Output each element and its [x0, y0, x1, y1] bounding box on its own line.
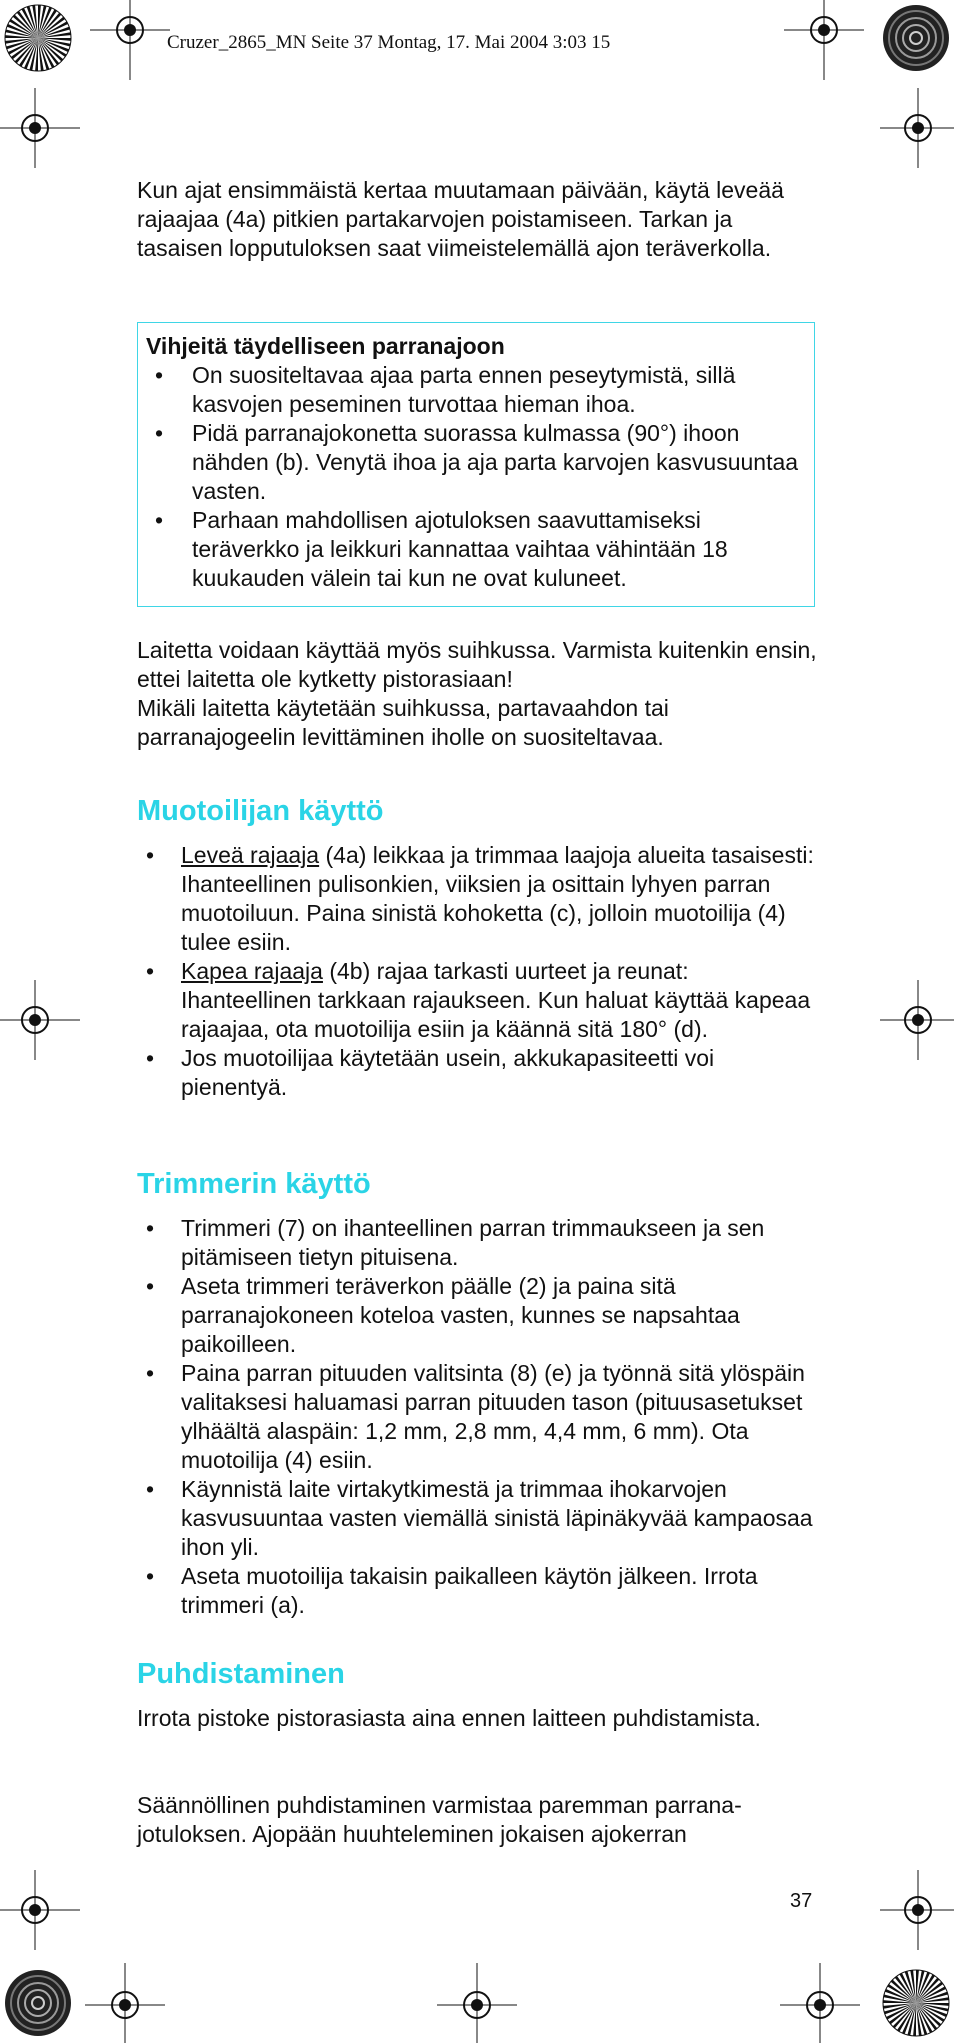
list-item: • On suositeltavaa ajaa parta ennen peseytymistä, sillä kasvojen peseminen turvottaa hieman ihoa. — [146, 361, 806, 419]
underlined-term: Leveä rajaaja — [181, 842, 320, 868]
cleaning-heading: Puhdistaminen — [137, 1658, 345, 1690]
list-item — [137, 957, 817, 1044]
styler-list — [137, 841, 817, 1102]
registration-mark-right-top — [880, 88, 954, 168]
registration-mark-left-bottom — [0, 1870, 80, 1950]
list-item: • Parhaan mahdollisen ajotuloksen saavuttamiseksi teräverkko ja leikkuri kannattaa vaihtaa vähintään 18 kuukauden välein tai kun ne ovat kuluneet. — [146, 506, 806, 593]
list-item — [137, 841, 817, 957]
starburst-mark-top-left — [3, 3, 73, 73]
cleaning-paragraph-1: Irrota pistoke pistorasiasta aina ennen laitteen puhdistamista. — [137, 1705, 761, 1731]
shower-section — [137, 636, 817, 752]
registration-mark-right-middle — [880, 980, 954, 1060]
list-item: • Jos muotoilijaa käytetään usein, akkukapasiteetti voi pienentyä. — [137, 1044, 817, 1102]
list-item: • Aseta trimmeri teräverkon päälle (2) ja paina sitä parranajokoneen koteloa vasten, kunnes se napsahtaa paikoilleen. — [137, 1272, 817, 1359]
registration-mark-bottom-3 — [780, 1963, 860, 2043]
list-item: • Trimmeri (7) on ihanteellinen parran trimmaukseen ja sen pitämiseen tietyn pituisena. — [137, 1214, 817, 1272]
registration-mark-left-top — [0, 88, 80, 168]
registration-mark-top-2 — [784, 0, 864, 80]
tips-title: Vihjeitä täydelliseen parranajoon — [146, 333, 505, 359]
registration-mark-bottom-1 — [85, 1963, 165, 2043]
list-item: • Paina parran pituuden valitsinta (8) (e) ja työnnä sitä ylöspäin valitaksesi haluamasi parran pituuden tason (pituusasetukset ylhäältä alaspäin: 1,2 mm, 2,8 mm, 4,4 mm, 6 mm). Ota muotoilija (4) esiin. — [137, 1359, 817, 1475]
list-item: • Aseta muotoilija takaisin paikalleen käytön jälkeen. Irrota trimmeri (a). — [137, 1562, 817, 1620]
cleaning-paragraph-2: Säännöllinen puhdistaminen varmistaa paremman parrana-jotuloksen. Ajopään huuhteleminen jokaisen ajokerran — [137, 1792, 742, 1847]
print-header: Cruzer_2865_MN Seite 37 Montag, 17. Mai 2004 3:03 15 — [167, 32, 611, 53]
list-item-text: (4a) leikkaa ja trimmaa laajoja alueita tasaisesti: Ihanteellinen pulisonkien, viiksien ja osittain lyhyen parran muotoiluun. Paina sinistä kohoketta (c), jolloin muotoilija (4) tulee esiin. — [181, 842, 814, 955]
trimmer-heading: Trimmerin käyttö — [137, 1168, 371, 1200]
list-item-text: (4b) rajaa tarkasti uurteet ja reunat: Ihanteellinen tarkkaan rajaukseen. Kun haluat käyttää kapeaa rajaajaa, ota muotoilija esiin ja käännä sitä 180° (d). — [181, 958, 811, 1042]
styler-heading: Muotoilijan käyttö — [137, 795, 384, 827]
starburst-mark-bottom-right — [881, 1968, 951, 2038]
page-number: 37 — [790, 1890, 813, 1912]
shower-paragraph-1: Laitetta voidaan käyttää myös suihkussa. Varmista kuitenkin ensin, ettei laitetta ole kytketty pistorasiaan! — [137, 637, 817, 692]
tips-box — [137, 322, 815, 607]
list-item: • Pidä parranajokonetta suorassa kulmassa (90°) ihoon nähden (b). Venytä ihoa ja aja parta karvojen kasvusuuntaa vasten. — [146, 419, 806, 506]
underlined-term: Kapea rajaaja — [181, 958, 323, 984]
tips-list — [146, 361, 806, 593]
starburst-mark-top-right — [881, 3, 951, 73]
starburst-mark-bottom-left — [3, 1968, 73, 2038]
intro-paragraph: Kun ajat ensimmäistä kertaa muutamaan päivään, käytä leveää rajaajaa (4a) pitkien partakarvojen poistamiseen. Tarkan ja tasaisen lopputuloksen saat viimeistelemällä ajon teräverkolla. — [137, 177, 784, 261]
registration-mark-top-1 — [90, 0, 170, 80]
registration-mark-left-middle — [0, 980, 80, 1060]
registration-mark-right-bottom — [880, 1870, 954, 1950]
registration-mark-bottom-2 — [437, 1963, 517, 2043]
list-item: • Käynnistä laite virtakytkimestä ja trimmaa ihokarvojen kasvusuuntaa vasten viemällä sinistä läpinäkyvää kampaosaa ihon yli. — [137, 1475, 817, 1562]
shower-paragraph-2: Mikäli laitetta käytetään suihkussa, partavaahdon tai parranajogeelin levittäminen iholle on suositeltavaa. — [137, 695, 669, 750]
trimmer-list — [137, 1214, 817, 1620]
